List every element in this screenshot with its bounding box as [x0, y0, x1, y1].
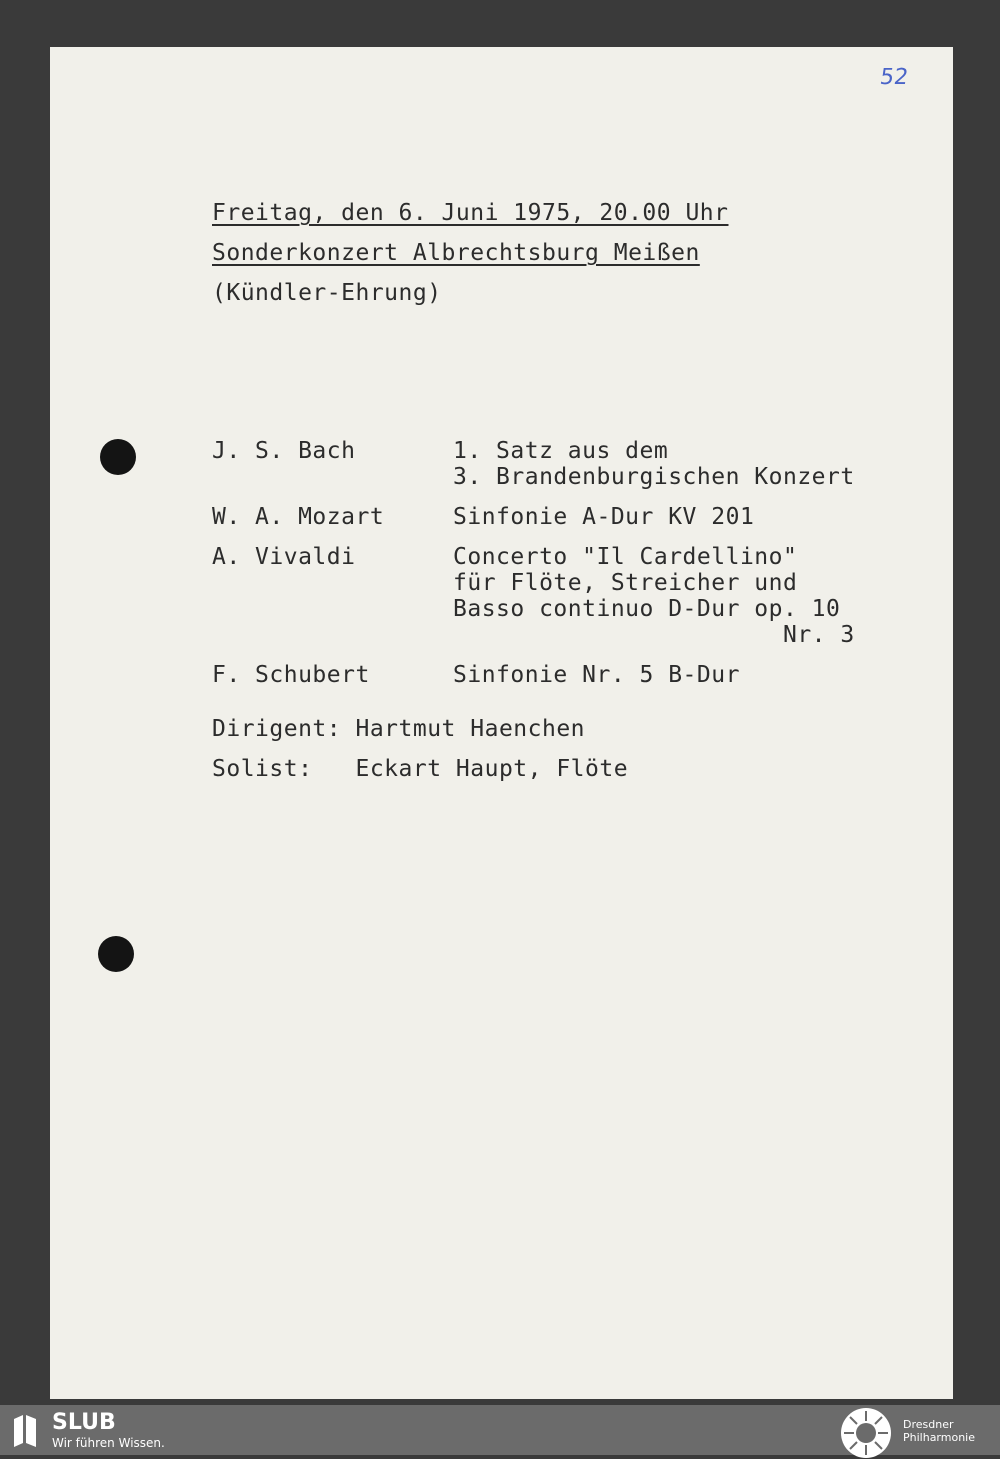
punch-hole [98, 936, 134, 972]
page-number: 52 [878, 65, 910, 90]
punch-hole [100, 439, 136, 475]
footer-bar [0, 1405, 1000, 1455]
work-line: Basso continuo D-Dur op. 10 [453, 596, 841, 622]
work-line: Concerto "Il Cardellino" [453, 544, 798, 570]
header-event: Sonderkonzert Albrechtsburg Meißen [212, 240, 700, 266]
composer-bach: J. S. Bach [212, 438, 356, 464]
work-line: Sinfonie Nr. 5 B-Dur [453, 662, 740, 688]
composer-schubert: F. Schubert [212, 662, 370, 688]
work-line: 1. Satz aus dem [453, 438, 669, 464]
header-note: (Kündler-Ehrung) [212, 280, 442, 306]
soloist-credit: Solist: Eckart Haupt, Flöte [212, 756, 629, 782]
document-page [50, 47, 953, 1399]
conductor-credit: Dirigent: Hartmut Haenchen [212, 716, 586, 742]
book-icon [12, 1413, 38, 1447]
work-line: 3. Brandenburgischen Konzert [453, 464, 855, 490]
slub-name: SLUB [52, 1410, 116, 1435]
composer-vivaldi: A. Vivaldi [212, 544, 356, 570]
work-line: Sinfonie A-Dur KV 201 [453, 504, 755, 530]
partner-name-line2: Philharmonie [903, 1431, 975, 1444]
partner-name [903, 1418, 975, 1444]
work-line: Nr. 3 [453, 622, 855, 648]
partner-name-line1: Dresdner [903, 1418, 954, 1431]
composer-mozart: W. A. Mozart [212, 504, 385, 530]
work-line: für Flöte, Streicher und [453, 570, 798, 596]
philharmonie-logo-icon [840, 1407, 892, 1459]
header-date: Freitag, den 6. Juni 1975, 20.00 Uhr [212, 200, 729, 226]
slub-tagline: Wir führen Wissen. [52, 1436, 165, 1450]
